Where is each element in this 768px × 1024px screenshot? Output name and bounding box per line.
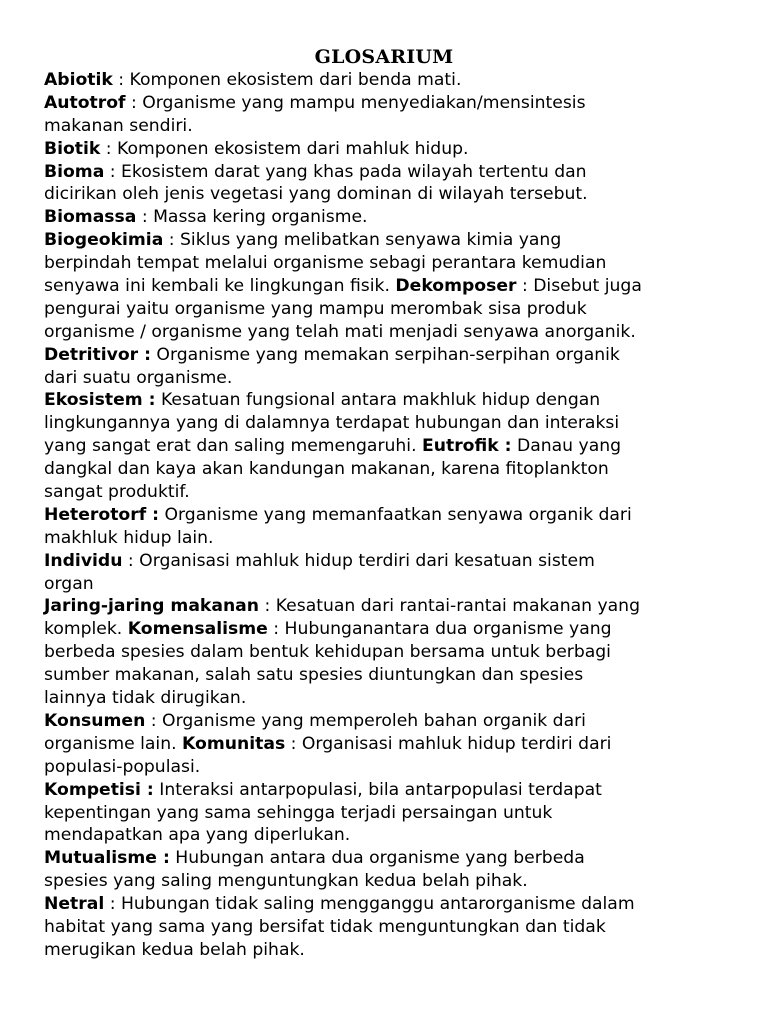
glossary-text: : Disebut juga bbox=[516, 276, 642, 297]
glossary-term: Jaring-jaring makanan bbox=[44, 596, 260, 617]
glossary-text: habitat yang sama yang bersifat tidak menguntungkan dan tidak bbox=[44, 916, 606, 937]
glossary-term: Mutualisme : bbox=[44, 848, 170, 869]
glossary-line bbox=[44, 779, 734, 802]
glossary-text: Organisme yang memanfaatkan senyawa organik dari bbox=[159, 504, 632, 525]
glossary-line bbox=[44, 206, 734, 229]
glossary-text: berbeda spesies dalam bentuk kehidupan bersama untuk berbagi bbox=[44, 642, 611, 663]
glossary-term: Abiotik bbox=[44, 70, 113, 90]
glossary-text: komplek. bbox=[44, 619, 128, 640]
glossary-text: makanan sendiri. bbox=[44, 115, 193, 136]
glossary-line bbox=[44, 573, 734, 596]
glossary-text: : Organisasi mahluk hidup terdiri dari kesatuan sistem bbox=[122, 550, 595, 571]
glossary-text: : Kesatuan dari rantai-rantai makanan yang bbox=[259, 596, 640, 617]
glossary-text: dicirikan oleh jenis vegetasi yang dominan di wilayah tersebut. bbox=[44, 184, 588, 205]
glossary-text: : Ekosistem darat yang khas pada wilayah tertentu dan bbox=[104, 161, 587, 182]
glossary-text: pengurai yaitu organisme yang mampu merombak sisa produk bbox=[44, 298, 587, 319]
glossary-line bbox=[44, 138, 734, 161]
glossary-line bbox=[44, 527, 734, 550]
glossary-text: senyawa ini kembali ke lingkungan fisik. bbox=[44, 276, 396, 297]
glossary-text: : Massa kering organisme. bbox=[136, 207, 368, 228]
glossary-text: : Organisasi mahluk hidup terdiri dari bbox=[285, 733, 612, 754]
glossary-line bbox=[44, 550, 734, 573]
glossary-line bbox=[44, 710, 734, 733]
glossary-term: Kompetisi : bbox=[44, 779, 154, 800]
glossary-text: yang sangat erat dan saling memengaruhi. bbox=[44, 436, 422, 457]
glossary-text: : Siklus yang melibatkan senyawa kimia yang bbox=[163, 230, 562, 251]
glossary-line bbox=[44, 389, 734, 412]
glossary-line bbox=[44, 504, 734, 527]
glossary-text: populasi-populasi. bbox=[44, 756, 201, 777]
glossary-line bbox=[44, 115, 734, 138]
glossary-term: Biogeokimia bbox=[44, 230, 164, 251]
glossary-line bbox=[44, 893, 734, 916]
glossary-text: : Komponen ekosistem dari benda mati. bbox=[112, 70, 462, 90]
glossary-term: Dekomposer bbox=[395, 276, 517, 297]
glossary-line bbox=[44, 618, 734, 641]
glossary-text: merugikan kedua belah pihak. bbox=[44, 939, 305, 960]
glossary-line bbox=[44, 481, 734, 504]
glossary-line bbox=[44, 939, 734, 962]
glossary-text: Organisme yang memakan serpihan-serpihan organik bbox=[150, 344, 620, 365]
glossary-line bbox=[44, 641, 734, 664]
glossary-text: organisme lain. bbox=[44, 733, 183, 754]
glossary-text: Hubungan antara dua organisme yang berbeda bbox=[169, 848, 585, 869]
glossary-body bbox=[44, 69, 734, 962]
glossary-text: Kesatuan fungsional antara makhluk hidup dengan bbox=[155, 390, 601, 411]
glossary-term: Bioma bbox=[44, 161, 105, 182]
glossary-line bbox=[44, 344, 734, 367]
glossary-term: Netral bbox=[44, 894, 105, 915]
glossary-text: lingkungannya yang di dalamnya terdapat hubungan dan interaksi bbox=[44, 413, 620, 434]
glossary-text: dari suatu organisme. bbox=[44, 367, 233, 388]
glossary-term: Heterotorf : bbox=[44, 504, 160, 525]
glossary-line bbox=[44, 756, 734, 779]
glossary-text: kepentingan yang sama sehingga terjadi persaingan untuk bbox=[44, 802, 553, 823]
glossary-term: Konsumen bbox=[44, 710, 146, 731]
glossary-line bbox=[44, 183, 734, 206]
glossary-text: mendapatkan apa yang diperlukan. bbox=[44, 825, 351, 846]
glossary-text: sumber makanan, salah satu spesies diuntungkan dan spesies bbox=[44, 665, 584, 686]
glossary-text: berpindah tempat melalui organisme sebagi perantara kemudian bbox=[44, 253, 607, 274]
glossary-text: lainnya tidak dirugikan. bbox=[44, 688, 247, 709]
glossary-text: Danau yang bbox=[511, 436, 622, 457]
glossary-line bbox=[44, 298, 734, 321]
glossary-line bbox=[44, 916, 734, 939]
glossary-text: makhluk hidup lain. bbox=[44, 527, 214, 548]
glossary-line bbox=[44, 870, 734, 893]
glossary-text: : Hubungan tidak saling mengganggu antarorganisme dalam bbox=[104, 894, 635, 915]
glossary-text: organisme / organisme yang telah mati menjadi senyawa anorganik. bbox=[44, 321, 636, 342]
glossary-line bbox=[44, 252, 734, 275]
glossary-line bbox=[44, 847, 734, 870]
glossary-term: Ekosistem : bbox=[44, 390, 156, 411]
glossary-term: Komunitas bbox=[182, 733, 286, 754]
glossary-line bbox=[44, 435, 734, 458]
glossary-line bbox=[44, 458, 734, 481]
glossary-text: spesies yang saling menguntungkan kedua belah pihak. bbox=[44, 871, 528, 892]
glossary-text: : Komponen ekosistem dari mahluk hidup. bbox=[100, 138, 469, 159]
glossary-line bbox=[44, 664, 734, 687]
glossary-text: : Organisme yang mampu menyediakan/mensintesis bbox=[125, 92, 586, 113]
glossary-term: Komensalisme bbox=[127, 619, 268, 640]
page-title: GLOSARIUM bbox=[314, 46, 454, 68]
glossary-line bbox=[44, 229, 734, 252]
glossary-text: : Organisme yang memperoleh bahan organik dari bbox=[145, 710, 586, 731]
glossary-text: sangat produktif. bbox=[44, 482, 190, 503]
glossary-line bbox=[44, 321, 734, 344]
glossary-line bbox=[44, 733, 734, 756]
glossary-text: organ bbox=[44, 573, 94, 594]
glossary-line bbox=[44, 161, 734, 184]
glossary-line bbox=[44, 412, 734, 435]
glossary-term: Individu bbox=[44, 550, 123, 571]
glossary-line bbox=[44, 802, 734, 825]
glossary-text: dangkal dan kaya akan kandungan makanan, karena fitoplankton bbox=[44, 459, 609, 480]
glossary-line bbox=[44, 275, 734, 298]
glossary-line bbox=[44, 367, 734, 390]
glossary-line bbox=[44, 824, 734, 847]
glossary-term: Biomassa bbox=[44, 207, 137, 228]
glossary-text: Interaksi antarpopulasi, bila antarpopulasi terdapat bbox=[153, 779, 602, 800]
glossary-text: : Hubunganantara dua organisme yang bbox=[267, 619, 612, 640]
glossary-line bbox=[44, 687, 734, 710]
glossary-term: Eutrofik : bbox=[422, 436, 512, 457]
glossary-line bbox=[44, 69, 734, 92]
glossary-term: Biotik bbox=[44, 138, 101, 159]
glossary-term: Autotrof bbox=[44, 92, 126, 113]
glossary-line bbox=[44, 595, 734, 618]
glossary-line bbox=[44, 92, 734, 115]
glossary-term: Detritivor : bbox=[44, 344, 151, 365]
